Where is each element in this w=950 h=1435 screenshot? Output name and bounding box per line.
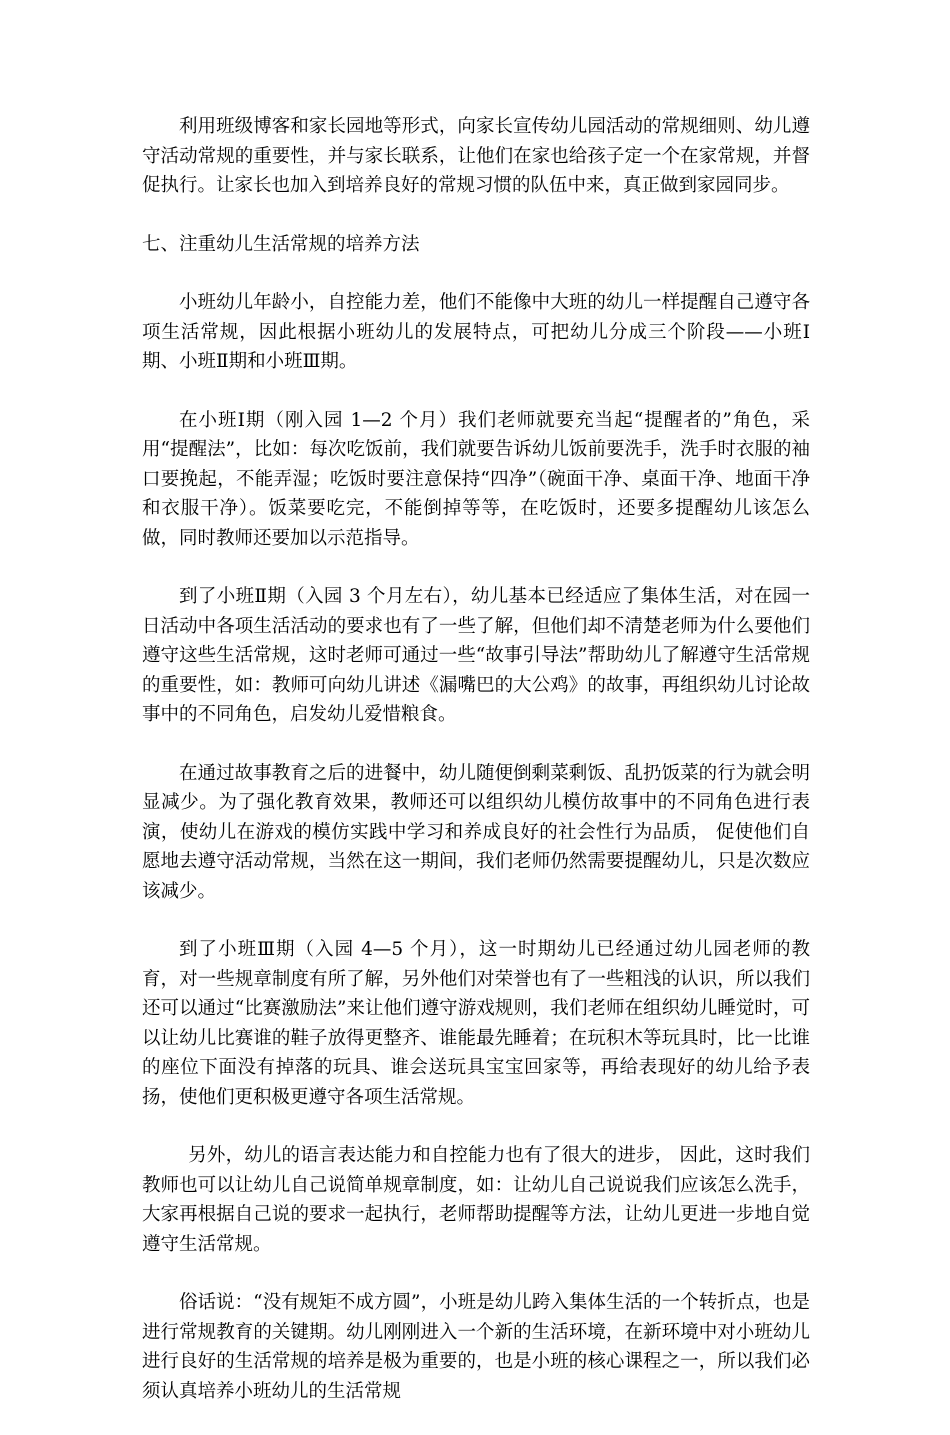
paragraph-story-effect: 在通过故事教育之后的进餐中，幼儿随便倒剩菜剩饭、乱扔饭菜的行为就会明显减少。为了强化教育效果，教师还可以组织幼儿模仿故事中的不同角色进行表演，使幼儿在游戏的模仿实践中学习和养成良好的社会性行为品质， 促使他们自愿地去遵守活动常规，当然在这一期间，我们老师仍然需要提醒幼儿，只是次数应该减少。 [142, 762, 810, 902]
document-body [142, 112, 810, 1435]
paragraph-conclusion: 俗话说：“没有规矩不成方圆”，小班是幼儿跨入集体生活的一个转折点，也是进行常规教育的关键期。幼儿刚刚进入一个新的生活环境，在新环境中对小班幼儿进行良好的生活常规的培养是极为重要的，也是小班的核心课程之一，所以我们必须认真培养小班幼儿的生活常规 [142, 1292, 810, 1402]
paragraph-three-stages: 小班幼儿年龄小，自控能力差，他们不能像中大班的幼儿一样提醒自己遵守各项生活常规，因此根据小班幼儿的发展特点，可把幼儿分成三个阶段——小班Ⅰ期、小班Ⅱ期和小班Ⅲ期。 [142, 292, 810, 372]
paragraph-language-ability: 另外，幼儿的语言表达能力和自控能力也有了很大的进步， 因此，这时我们教师也可以让幼儿自己说简单规章制度，如：让幼儿自己说说我们应该怎么洗手，大家再根据自己说的要求一起执行，老师帮助提醒等方法，让幼儿更进一步地自觉遵守生活常规。 [142, 1145, 810, 1255]
paragraph-family-cooperation: 利用班级博客和家长园地等形式，向家长宣传幼儿园活动的常规细则、幼儿遵守活动常规的重要性，并与家长联系，让他们在家也给孩子定一个在家常规，并督促执行。让家长也加入到培养良好的常规习惯的队伍中来，真正做到家园同步。 [142, 116, 810, 196]
paragraph-stage-three: 到了小班Ⅲ期（入园 4—5 个月），这一时期幼儿已经通过幼儿园老师的教育，对一些规章制度有所了解，另外他们对荣誉也有了一些粗浅的认识，所以我们还可以通过“比赛激励法”来让他们遵守游戏规则，我们老师在组织幼儿睡觉时，可以让幼儿比赛谁的鞋子放得更整齐、谁能最先睡着；在玩积木等玩具时，比一比谁的座位下面没有掉落的玩具、谁会送玩具宝宝回家等，再给表现好的幼儿给予表扬，使他们更积极更遵守各项生活常规。 [142, 939, 810, 1108]
section-heading-seven: 七、注重幼儿生活常规的培养方法 [142, 233, 420, 255]
paragraph-stage-two: 到了小班Ⅱ期（入园 3 个月左右），幼儿基本已经适应了集体生活，对在园一日活动中各项生活活动的要求也有了一些了解，但他们却不清楚老师为什么要他们遵守这些生活常规，这时老师可通过一些“故事引导法”帮助幼儿了解遵守生活常规的重要性，如：教师可向幼儿讲述《漏嘴巴的大公鸡》的故事，再组织幼儿讨论故事中的不同角色，启发幼儿爱惜粮食。 [142, 586, 810, 725]
paragraph-stage-one: 在小班Ⅰ期（刚入园 1—2 个月）我们老师就要充当起“提醒者的”角色，采用“提醒法”，比如：每次吃饭前，我们就要告诉幼儿饭前要洗手，洗手时衣服的袖口要挽起，不能弄湿；吃饭时要注意保持“四净”（碗面干净、桌面干净、地面干净和衣服干净）。饭菜要吃完，不能倒掉等等，在吃饭时，还要多提醒幼儿该怎么做，同时教师还要加以示范指导。 [142, 409, 810, 549]
